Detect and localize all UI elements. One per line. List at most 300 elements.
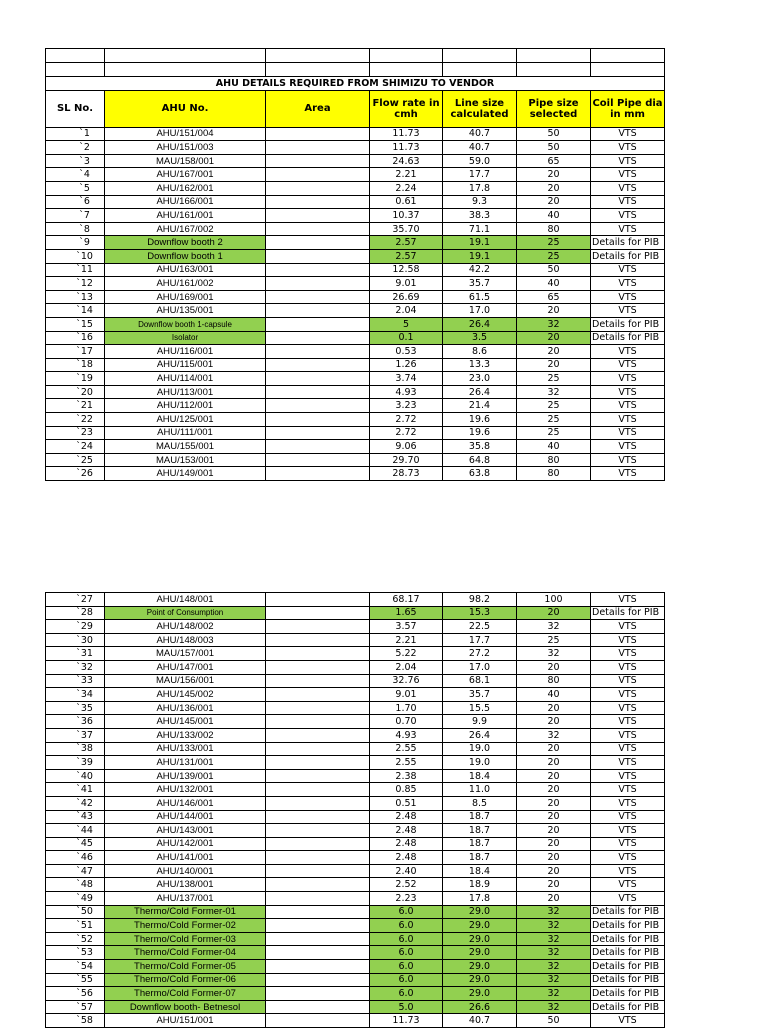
line-size-cell: 26.4 — [443, 317, 517, 331]
pipe-size-cell: 20 — [517, 195, 591, 209]
coil-pipe-cell: VTS — [591, 1014, 665, 1028]
pipe-size-cell: 20 — [517, 851, 591, 865]
sl-no-cell: `49 — [46, 892, 105, 906]
ahu-no-cell: Downflow booth 1-capsule — [105, 317, 266, 331]
flow-rate-cell: 1.70 — [370, 701, 443, 715]
ahu-no-cell: Thermo/Cold Former-06 — [105, 973, 266, 987]
ahu-no-cell: Point of Consumption — [105, 606, 266, 620]
header-coil-pipe-dia: Coil Pipe dia in mm — [591, 90, 665, 127]
sl-no-cell: `19 — [46, 372, 105, 386]
line-size-cell: 35.8 — [443, 440, 517, 454]
coil-pipe-cell: Details for PIB — [591, 236, 665, 250]
flow-rate-cell: 6.0 — [370, 932, 443, 946]
table-row — [46, 824, 665, 838]
area-cell — [266, 742, 370, 756]
area-cell — [266, 154, 370, 168]
sl-no-cell: `23 — [46, 426, 105, 440]
table-row — [46, 769, 665, 783]
pipe-size-cell: 32 — [517, 1000, 591, 1014]
pipe-size-cell: 32 — [517, 317, 591, 331]
coil-pipe-cell: VTS — [591, 304, 665, 318]
ahu-no-cell: Thermo/Cold Former-07 — [105, 987, 266, 1001]
table-row — [46, 905, 665, 919]
ahu-no-cell: MAU/155/001 — [105, 440, 266, 454]
ahu-no-cell: MAU/158/001 — [105, 154, 266, 168]
flow-rate-cell: 2.48 — [370, 851, 443, 865]
table-row — [46, 688, 665, 702]
table-row — [46, 756, 665, 770]
coil-pipe-cell: VTS — [591, 209, 665, 223]
table-row — [46, 372, 665, 386]
area-cell — [266, 413, 370, 427]
table-row — [46, 783, 665, 797]
table-row — [46, 399, 665, 413]
sl-no-cell: `15 — [46, 317, 105, 331]
line-size-cell: 17.7 — [443, 168, 517, 182]
pipe-size-cell: 20 — [517, 756, 591, 770]
area-cell — [266, 837, 370, 851]
sl-no-cell: `54 — [46, 960, 105, 974]
ahu-no-cell: AHU/161/002 — [105, 277, 266, 291]
area-cell — [266, 168, 370, 182]
pipe-size-cell: 25 — [517, 236, 591, 250]
sl-no-cell: `6 — [46, 195, 105, 209]
table-row — [46, 932, 665, 946]
flow-rate-cell: 12.58 — [370, 263, 443, 277]
line-size-cell: 13.3 — [443, 358, 517, 372]
coil-pipe-cell: VTS — [591, 399, 665, 413]
pipe-size-cell: 20 — [517, 878, 591, 892]
line-size-cell: 8.6 — [443, 345, 517, 359]
area-cell — [266, 688, 370, 702]
pipe-size-cell: 20 — [517, 810, 591, 824]
flow-rate-cell: 9.01 — [370, 277, 443, 291]
pipe-size-cell: 50 — [517, 141, 591, 155]
flow-rate-cell: 2.21 — [370, 168, 443, 182]
coil-pipe-cell: VTS — [591, 783, 665, 797]
table-row — [46, 467, 665, 481]
ahu-no-cell: AHU/148/003 — [105, 633, 266, 647]
sl-no-cell: `2 — [46, 141, 105, 155]
coil-pipe-cell: Details for PIB — [591, 606, 665, 620]
ahu-no-cell: AHU/151/003 — [105, 141, 266, 155]
flow-rate-cell: 0.53 — [370, 345, 443, 359]
coil-pipe-cell: VTS — [591, 810, 665, 824]
area-cell — [266, 701, 370, 715]
flow-rate-cell: 2.40 — [370, 864, 443, 878]
pipe-size-cell: 32 — [517, 960, 591, 974]
line-size-cell: 38.3 — [443, 209, 517, 223]
coil-pipe-cell: VTS — [591, 674, 665, 688]
coil-pipe-cell: VTS — [591, 728, 665, 742]
pipe-size-cell: 32 — [517, 932, 591, 946]
pipe-size-cell: 80 — [517, 467, 591, 481]
sl-no-cell: `25 — [46, 453, 105, 467]
sl-no-cell: `44 — [46, 824, 105, 838]
pipe-size-cell: 32 — [517, 905, 591, 919]
sl-no-cell: `36 — [46, 715, 105, 729]
sl-no-cell: `37 — [46, 728, 105, 742]
coil-pipe-cell: VTS — [591, 195, 665, 209]
pipe-size-cell: 20 — [517, 331, 591, 345]
area-cell — [266, 620, 370, 634]
pipe-size-cell: 25 — [517, 633, 591, 647]
area-cell — [266, 453, 370, 467]
pipe-size-cell: 20 — [517, 796, 591, 810]
flow-rate-cell: 2.48 — [370, 837, 443, 851]
table-row — [46, 864, 665, 878]
flow-rate-cell: 2.52 — [370, 878, 443, 892]
area-cell — [266, 141, 370, 155]
area-cell — [266, 892, 370, 906]
sl-no-cell: `18 — [46, 358, 105, 372]
pipe-size-cell: 50 — [517, 1014, 591, 1028]
flow-rate-cell: 6.0 — [370, 905, 443, 919]
header-row — [46, 90, 665, 127]
ahu-no-cell: Isolator — [105, 331, 266, 345]
line-size-cell: 18.7 — [443, 851, 517, 865]
table-row — [46, 1014, 665, 1028]
sl-no-cell: `38 — [46, 742, 105, 756]
area-cell — [266, 317, 370, 331]
sl-no-cell: `50 — [46, 905, 105, 919]
flow-rate-cell: 2.21 — [370, 633, 443, 647]
line-size-cell: 40.7 — [443, 141, 517, 155]
coil-pipe-cell: VTS — [591, 864, 665, 878]
line-size-cell: 17.8 — [443, 181, 517, 195]
pipe-size-cell: 32 — [517, 987, 591, 1001]
ahu-no-cell: Thermo/Cold Former-03 — [105, 932, 266, 946]
ahu-no-cell: Downflow booth 2 — [105, 236, 266, 250]
table-row — [46, 674, 665, 688]
area-cell — [266, 987, 370, 1001]
area-cell — [266, 932, 370, 946]
pipe-size-cell: 20 — [517, 168, 591, 182]
ahu-no-cell: AHU/145/002 — [105, 688, 266, 702]
line-size-cell: 17.0 — [443, 660, 517, 674]
sl-no-cell: `30 — [46, 633, 105, 647]
table-row — [46, 222, 665, 236]
ahu-no-cell: AHU/167/002 — [105, 222, 266, 236]
sl-no-cell: `31 — [46, 647, 105, 661]
area-cell — [266, 973, 370, 987]
table-row — [46, 620, 665, 634]
ahu-no-cell: AHU/169/001 — [105, 290, 266, 304]
coil-pipe-cell: VTS — [591, 413, 665, 427]
sl-no-cell: `39 — [46, 756, 105, 770]
sl-no-cell: `21 — [46, 399, 105, 413]
coil-pipe-cell: VTS — [591, 168, 665, 182]
pipe-size-cell: 20 — [517, 783, 591, 797]
table-row — [46, 304, 665, 318]
sl-no-cell: `14 — [46, 304, 105, 318]
sl-no-cell: `46 — [46, 851, 105, 865]
ahu-no-cell: MAU/156/001 — [105, 674, 266, 688]
sl-no-cell: `41 — [46, 783, 105, 797]
area-cell — [266, 728, 370, 742]
flow-rate-cell: 3.57 — [370, 620, 443, 634]
coil-pipe-cell: VTS — [591, 647, 665, 661]
table-row — [46, 606, 665, 620]
table-row — [46, 878, 665, 892]
table-row — [46, 660, 665, 674]
coil-pipe-cell: VTS — [591, 127, 665, 141]
area-cell — [266, 633, 370, 647]
area-cell — [266, 426, 370, 440]
table-row — [46, 701, 665, 715]
coil-pipe-cell: Details for PIB — [591, 249, 665, 263]
sl-no-cell: `24 — [46, 440, 105, 454]
ahu-no-cell: AHU/148/001 — [105, 593, 266, 607]
area-cell — [266, 919, 370, 933]
table-row — [46, 426, 665, 440]
line-size-cell: 9.3 — [443, 195, 517, 209]
ahu-no-cell: Downflow booth- Betnesol — [105, 1000, 266, 1014]
coil-pipe-cell: Details for PIB — [591, 973, 665, 987]
line-size-cell: 18.7 — [443, 810, 517, 824]
flow-rate-cell: 9.06 — [370, 440, 443, 454]
coil-pipe-cell: VTS — [591, 154, 665, 168]
coil-pipe-cell: Details for PIB — [591, 932, 665, 946]
ahu-no-cell: AHU/116/001 — [105, 345, 266, 359]
pipe-size-cell: 20 — [517, 606, 591, 620]
coil-pipe-cell: VTS — [591, 633, 665, 647]
area-cell — [266, 824, 370, 838]
flow-rate-cell: 0.70 — [370, 715, 443, 729]
pipe-size-cell: 20 — [517, 864, 591, 878]
area-cell — [266, 249, 370, 263]
flow-rate-cell: 2.55 — [370, 742, 443, 756]
line-size-cell: 29.0 — [443, 905, 517, 919]
line-size-cell: 29.0 — [443, 960, 517, 974]
pipe-size-cell: 20 — [517, 181, 591, 195]
header-line-size: Line size calculated — [443, 90, 517, 127]
sl-no-cell: `47 — [46, 864, 105, 878]
table-row — [46, 331, 665, 345]
line-size-cell: 42.2 — [443, 263, 517, 277]
pipe-size-cell: 32 — [517, 919, 591, 933]
ahu-no-cell: MAU/157/001 — [105, 647, 266, 661]
line-size-cell: 35.7 — [443, 277, 517, 291]
coil-pipe-cell: VTS — [591, 290, 665, 304]
ahu-no-cell: AHU/167/001 — [105, 168, 266, 182]
pipe-size-cell: 20 — [517, 345, 591, 359]
line-size-cell: 17.0 — [443, 304, 517, 318]
ahu-table-part-1 — [45, 48, 665, 481]
sl-no-cell: `17 — [46, 345, 105, 359]
flow-rate-cell: 24.63 — [370, 154, 443, 168]
flow-rate-cell: 3.74 — [370, 372, 443, 386]
sl-no-cell: `58 — [46, 1014, 105, 1028]
pipe-size-cell: 50 — [517, 127, 591, 141]
coil-pipe-cell: VTS — [591, 358, 665, 372]
table-row — [46, 317, 665, 331]
coil-pipe-cell: VTS — [591, 222, 665, 236]
line-size-cell: 19.6 — [443, 413, 517, 427]
area-cell — [266, 236, 370, 250]
sl-no-cell: `32 — [46, 660, 105, 674]
pipe-size-cell: 25 — [517, 413, 591, 427]
pipe-size-cell: 25 — [517, 249, 591, 263]
coil-pipe-cell: VTS — [591, 688, 665, 702]
table-row — [46, 796, 665, 810]
table-row — [46, 851, 665, 865]
flow-rate-cell: 0.61 — [370, 195, 443, 209]
flow-rate-cell: 6.0 — [370, 960, 443, 974]
sl-no-cell: `26 — [46, 467, 105, 481]
line-size-cell: 98.2 — [443, 593, 517, 607]
flow-rate-cell: 9.01 — [370, 688, 443, 702]
line-size-cell: 23.0 — [443, 372, 517, 386]
ahu-no-cell: AHU/162/001 — [105, 181, 266, 195]
ahu-table-part-2 — [45, 592, 665, 1028]
area-cell — [266, 358, 370, 372]
sl-no-cell: `42 — [46, 796, 105, 810]
area-cell — [266, 769, 370, 783]
flow-rate-cell: 4.93 — [370, 385, 443, 399]
sl-no-cell: `34 — [46, 688, 105, 702]
pipe-size-cell: 40 — [517, 209, 591, 223]
ahu-no-cell: AHU/145/001 — [105, 715, 266, 729]
coil-pipe-cell: Details for PIB — [591, 987, 665, 1001]
flow-rate-cell: 10.37 — [370, 209, 443, 223]
line-size-cell: 18.9 — [443, 878, 517, 892]
line-size-cell: 26.6 — [443, 1000, 517, 1014]
line-size-cell: 63.8 — [443, 467, 517, 481]
flow-rate-cell: 6.0 — [370, 987, 443, 1001]
flow-rate-cell: 11.73 — [370, 1014, 443, 1028]
flow-rate-cell: 0.1 — [370, 331, 443, 345]
flow-rate-cell: 3.23 — [370, 399, 443, 413]
table-row — [46, 181, 665, 195]
coil-pipe-cell: Details for PIB — [591, 919, 665, 933]
pipe-size-cell: 40 — [517, 688, 591, 702]
sl-no-cell: `27 — [46, 593, 105, 607]
coil-pipe-cell: VTS — [591, 769, 665, 783]
flow-rate-cell: 2.57 — [370, 236, 443, 250]
flow-rate-cell: 11.73 — [370, 127, 443, 141]
ahu-no-cell: AHU/142/001 — [105, 837, 266, 851]
sl-no-cell: `5 — [46, 181, 105, 195]
line-size-cell: 18.4 — [443, 864, 517, 878]
line-size-cell: 15.3 — [443, 606, 517, 620]
line-size-cell: 3.5 — [443, 331, 517, 345]
pipe-size-cell: 32 — [517, 385, 591, 399]
line-size-cell: 8.5 — [443, 796, 517, 810]
table-row — [46, 290, 665, 304]
coil-pipe-cell: VTS — [591, 824, 665, 838]
sl-no-cell: `40 — [46, 769, 105, 783]
pipe-size-cell: 40 — [517, 440, 591, 454]
header-pipe-size: Pipe size selected — [517, 90, 591, 127]
coil-pipe-cell: VTS — [591, 701, 665, 715]
ahu-no-cell: AHU/143/001 — [105, 824, 266, 838]
ahu-no-cell: AHU/141/001 — [105, 851, 266, 865]
table-row — [46, 277, 665, 291]
ahu-no-cell: AHU/133/001 — [105, 742, 266, 756]
area-cell — [266, 783, 370, 797]
coil-pipe-cell: Details for PIB — [591, 946, 665, 960]
table-row — [46, 263, 665, 277]
pipe-size-cell: 32 — [517, 946, 591, 960]
line-size-cell: 61.5 — [443, 290, 517, 304]
pipe-size-cell: 20 — [517, 837, 591, 851]
sl-no-cell: `7 — [46, 209, 105, 223]
pipe-size-cell: 20 — [517, 892, 591, 906]
coil-pipe-cell: VTS — [591, 756, 665, 770]
ahu-no-cell: Thermo/Cold Former-02 — [105, 919, 266, 933]
flow-rate-cell: 0.85 — [370, 783, 443, 797]
ahu-no-cell: Thermo/Cold Former-01 — [105, 905, 266, 919]
area-cell — [266, 331, 370, 345]
line-size-cell: 19.1 — [443, 236, 517, 250]
flow-rate-cell: 2.48 — [370, 824, 443, 838]
pipe-size-cell: 32 — [517, 620, 591, 634]
coil-pipe-cell: VTS — [591, 660, 665, 674]
ahu-no-cell: AHU/133/002 — [105, 728, 266, 742]
coil-pipe-cell: VTS — [591, 796, 665, 810]
sl-no-cell: `13 — [46, 290, 105, 304]
pipe-size-cell: 20 — [517, 824, 591, 838]
coil-pipe-cell: Details for PIB — [591, 1000, 665, 1014]
sl-no-cell: `43 — [46, 810, 105, 824]
ahu-no-cell: AHU/125/001 — [105, 413, 266, 427]
coil-pipe-cell: VTS — [591, 467, 665, 481]
area-cell — [266, 674, 370, 688]
coil-pipe-cell: Details for PIB — [591, 960, 665, 974]
area-cell — [266, 715, 370, 729]
area-cell — [266, 864, 370, 878]
ahu-no-cell: AHU/148/002 — [105, 620, 266, 634]
area-cell — [266, 345, 370, 359]
line-size-cell: 64.8 — [443, 453, 517, 467]
flow-rate-cell: 2.04 — [370, 660, 443, 674]
sl-no-cell: `4 — [46, 168, 105, 182]
table-row — [46, 593, 665, 607]
area-cell — [266, 756, 370, 770]
area-cell — [266, 195, 370, 209]
line-size-cell: 22.5 — [443, 620, 517, 634]
flow-rate-cell: 2.48 — [370, 810, 443, 824]
title-row — [46, 77, 665, 91]
pipe-size-cell: 32 — [517, 973, 591, 987]
table-row — [46, 345, 665, 359]
table-row — [46, 715, 665, 729]
table-row — [46, 358, 665, 372]
table-row — [46, 154, 665, 168]
ahu-no-cell: Downflow booth 1 — [105, 249, 266, 263]
sl-no-cell: `1 — [46, 127, 105, 141]
flow-rate-cell: 2.38 — [370, 769, 443, 783]
ahu-no-cell: AHU/144/001 — [105, 810, 266, 824]
area-cell — [266, 127, 370, 141]
pipe-size-cell: 50 — [517, 263, 591, 277]
sl-no-cell: `11 — [46, 263, 105, 277]
ahu-no-cell: AHU/115/001 — [105, 358, 266, 372]
ahu-no-cell: AHU/114/001 — [105, 372, 266, 386]
area-cell — [266, 263, 370, 277]
line-size-cell: 71.1 — [443, 222, 517, 236]
area-cell — [266, 209, 370, 223]
sl-no-cell: `52 — [46, 932, 105, 946]
coil-pipe-cell: VTS — [591, 263, 665, 277]
flow-rate-cell: 5.0 — [370, 1000, 443, 1014]
area-cell — [266, 647, 370, 661]
ahu-no-cell: AHU/111/001 — [105, 426, 266, 440]
coil-pipe-cell: VTS — [591, 892, 665, 906]
table-row — [46, 728, 665, 742]
area-cell — [266, 660, 370, 674]
